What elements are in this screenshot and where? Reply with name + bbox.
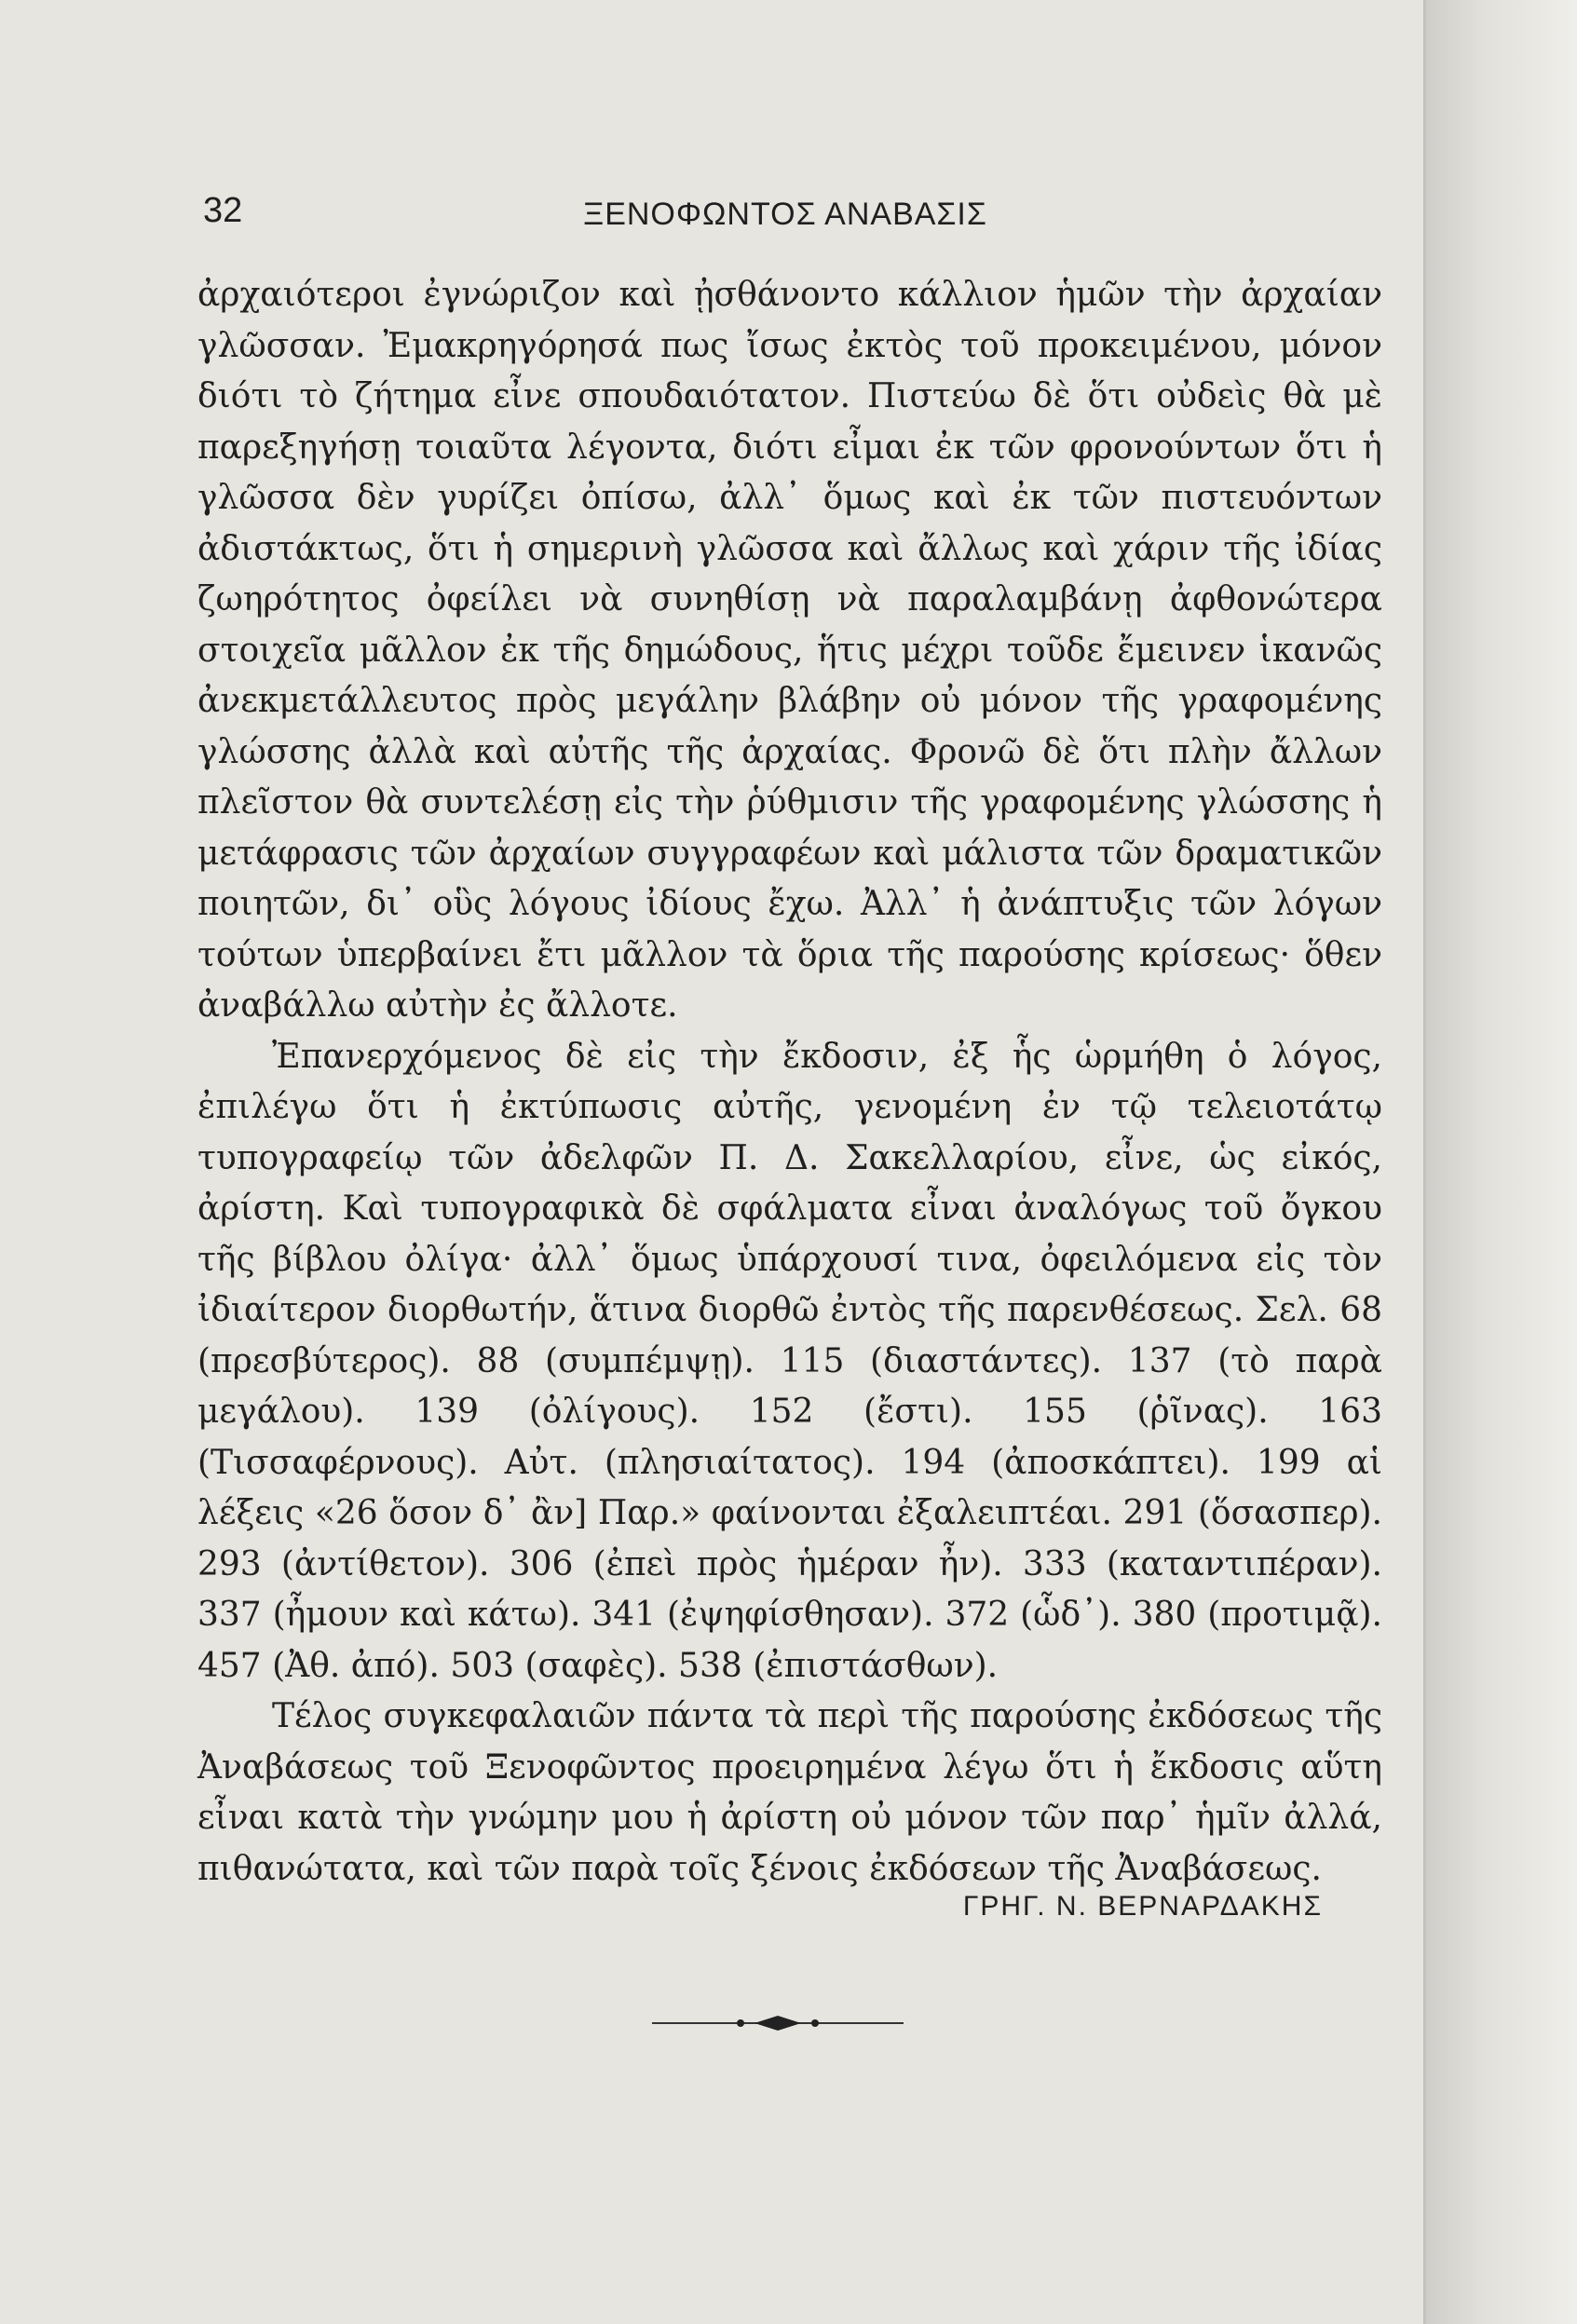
paragraph: Τέλος συγκεφαλαιῶν πάντα τὰ περὶ τῆς παρούσης ἐκδόσεως τῆς Ἀναβάσεως τοῦ Ξενοφῶντος προειρημένα λέγω ὅτι ἡ ἔκδοσις αὕτη εἶναι κατὰ τὴν γνώμην μου ἡ ἀρίστη οὐ μόνον τῶν παρ᾽ ἡμῖν ἀλλά, πιθανώτατα, καὶ τῶν παρὰ τοῖς ξένοις ἐκδόσεων τῆς Ἀναβάσεως. bbox=[197, 1697, 1382, 1888]
end-ornament-icon bbox=[652, 2012, 904, 2034]
paragraph: ἀρχαιότεροι ἐγνώριζον καὶ ᾐσθάνοντο κάλλιον ἡμῶν τὴν ἀρχαίαν γλῶσσαν. Ἐμακρηγόρησά πως ἴσως ἐκτὸς τοῦ προκειμένου, μόνον διότι τὸ ζήτημα εἶνε σπουδαιότατον. Πιστεύω δὲ ὅτι οὐδεὶς θὰ μὲ παρεξηγήσῃ τοιαῦτα λέγοντα, διότι εἶμαι ἐκ τῶν φρονούντων ὅτι ἡ γλῶσσα δὲν γυρίζει ὀπίσω, ἀλλ᾽ ὅμως καὶ ἐκ τῶν πιστευόντων ἀδιστάκτως, ὅτι ἡ σημερινὴ γλῶσσα καὶ ἄλλως καὶ χάριν τῆς ἰδίας ζωηρότητος ὀφείλει νὰ συνηθίσῃ νὰ παραλαμβάνῃ ἀφθονώτερα στοιχεῖα μᾶλλον ἐκ τῆς δημώδους, ἥτις μέχρι τοῦδε ἔμεινεν ἱκανῶς ἀνεκμετάλλευτος πρὸς μεγάλην βλάβην οὐ μόνον τῆς γραφομένης γλώσσης ἀλλὰ καὶ αὐτῆς τῆς ἀρχαίας. Φρονῶ δὲ ὅτι πλὴν ἄλλων πλεῖστον θὰ συντελέσῃ εἰς τὴν ῥύθμισιν τῆς γραφομένης γλώσσης ἡ μετάφρασις τῶν ἀρχαίων συγγραφέων καὶ μάλιστα τῶν δραματικῶν ποιητῶν, δι᾽ οὓς λόγους ἰδίους ἔχω. Ἀλλ᾽ ἡ ἀνάπτυξις τῶν λόγων τούτων ὑπερβαίνει ἔτι μᾶλλον τὰ ὅρια τῆς παρούσης κρίσεως· ὅθεν ἀναβάλλω αὐτὴν ἐς ἄλλοτε. bbox=[197, 276, 1382, 1025]
running-title: ΞΕΝΟΦΩΝΤΟΣ ΑΝΑΒΑΣΙΣ bbox=[583, 197, 987, 232]
page-number: 32 bbox=[203, 191, 243, 230]
author-signature: ΓΡΗΓ. Ν. ΒΕΡΝΑΡΔΑΚΗΣ bbox=[962, 1891, 1323, 1922]
facing-page-edge bbox=[1427, 0, 1577, 2324]
body-text bbox=[197, 270, 1382, 1895]
page-header bbox=[203, 191, 1367, 247]
paragraph: Ἐπανερχόμενος δὲ εἰς τὴν ἔκδοσιν, ἐξ ἧς ὡρμήθη ὁ λόγος, ἐπιλέγω ὅτι ἡ ἐκτύπωσις αὐτῆς, γενομένη ἐν τῷ τελειοτάτῳ τυπογραφείῳ τῶν ἀδελφῶν Π. Δ. Σακελλαρίου, εἶνε, ὡς εἰκός, ἀρίστη. Καὶ τυπογραφικὰ δὲ σφάλματα εἶναι ἀναλόγως τοῦ ὄγκου τῆς βίβλου ὀλίγα· ἀλλ᾽ ὅμως ὑπάρχουσί τινα, ὀφειλόμενα εἰς τὸν ἰδιαίτερον διορθωτήν, ἅτινα διορθῶ ἐντὸς τῆς παρενθέσεως. Σελ. 68 (πρεσβύτερος). 88 (συμπέμψῃ). 115 (διαστάντες). 137 (τὸ παρὰ μεγάλου). 139 (ὀλίγους). 152 (ἔστι). 155 (ῥῖνας). 163 (Τισσαφέρνους). Αὐτ. (πλησιαίτατος). 194 (ἀποσκάπτει). 199 αἱ λέξεις «26 ὅσον δ᾽ ἂν] Παρ.» φαίνονται ἐξαλειπτέαι. 291 (ὅσασπερ). 293 (ἀντίθετον). 306 (ἐπεὶ πρὸς ἡμέραν ἦν). 333 (καταντιπέραν). 337 (ἦμουν καὶ κάτω). 341 (ἐψηφίσθησαν). 372 (ὧδ᾽). 380 (προτιμᾷ). 457 (Ἀθ. ἀπό). 503 (σαφὲς). 538 (ἐπιστάσθων). bbox=[197, 1037, 1382, 1685]
